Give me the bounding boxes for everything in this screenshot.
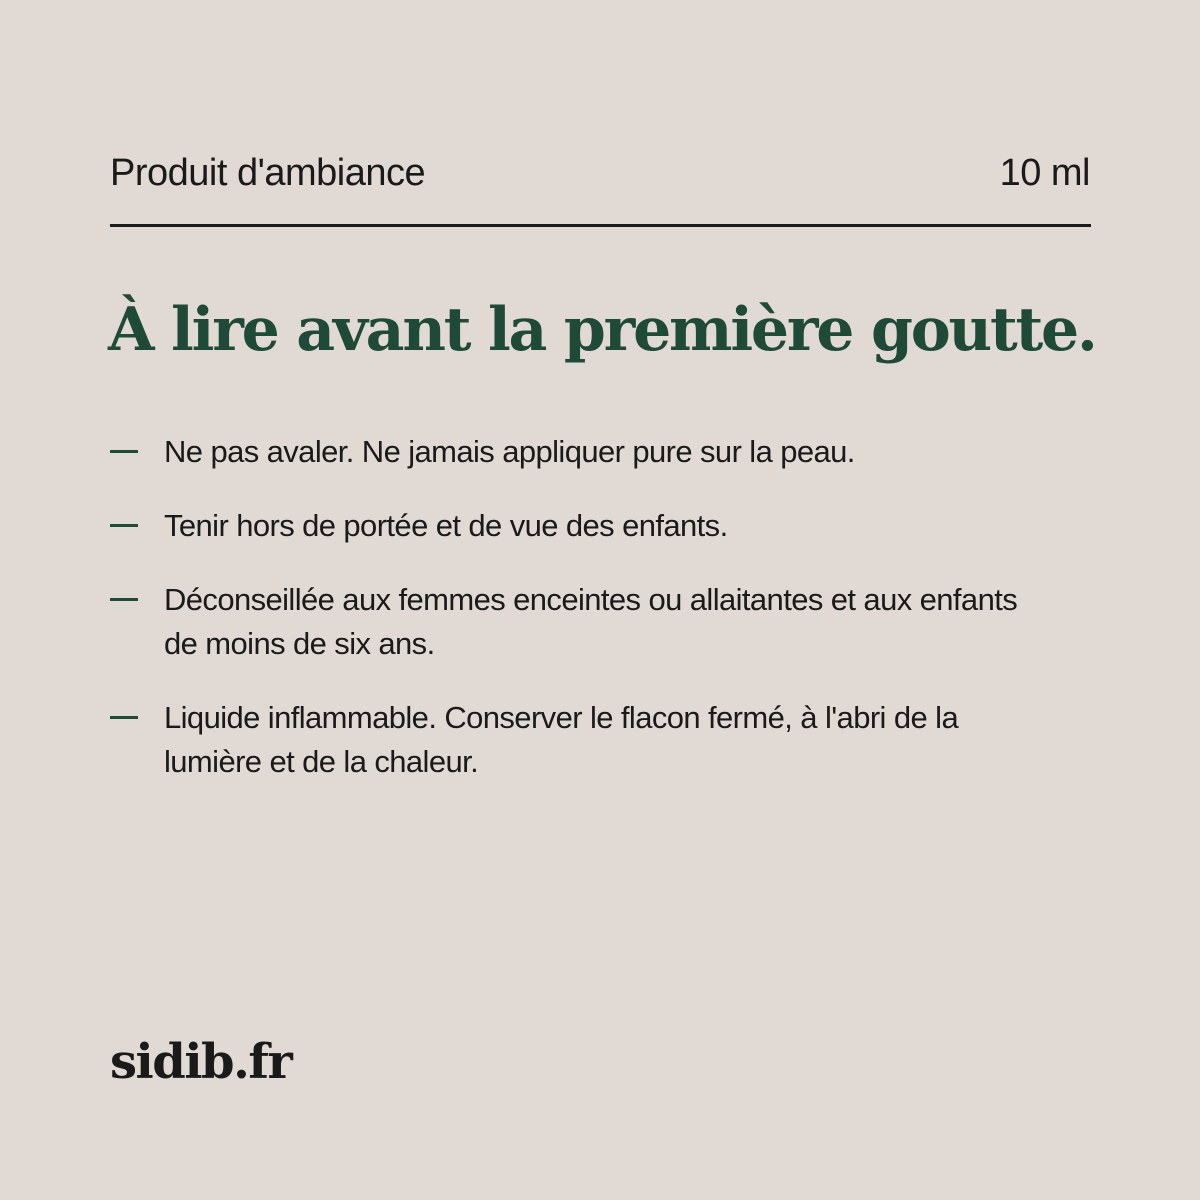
page-title: À lire avant la première goutte. xyxy=(108,295,1096,365)
product-category: Produit d'ambiance xyxy=(110,152,426,194)
warning-list xyxy=(110,430,1090,814)
warning-text: Liquide inflammable. Conserver le flacon fermé, à l'abri de la lumière et de la chaleur. xyxy=(164,700,959,779)
dash-bullet-icon xyxy=(110,524,138,527)
product-volume: 10 ml xyxy=(999,152,1090,194)
warning-item xyxy=(110,578,1090,666)
warning-item xyxy=(110,696,1090,784)
warning-text: Déconseillée aux femmes enceintes ou allaitantes et aux enfants de moins de six ans. xyxy=(164,582,1018,661)
dash-bullet-icon xyxy=(110,598,138,601)
header-divider xyxy=(110,224,1091,227)
warning-text: Tenir hors de portée et de vue des enfants. xyxy=(164,508,728,543)
warning-item xyxy=(110,430,1090,474)
dash-bullet-icon xyxy=(110,450,138,453)
label-header xyxy=(110,148,1090,198)
brand-website: sidib.fr xyxy=(110,1034,292,1090)
warning-text: Ne pas avaler. Ne jamais appliquer pure sur la peau. xyxy=(164,434,855,469)
warning-item xyxy=(110,504,1090,548)
dash-bullet-icon xyxy=(110,716,138,719)
